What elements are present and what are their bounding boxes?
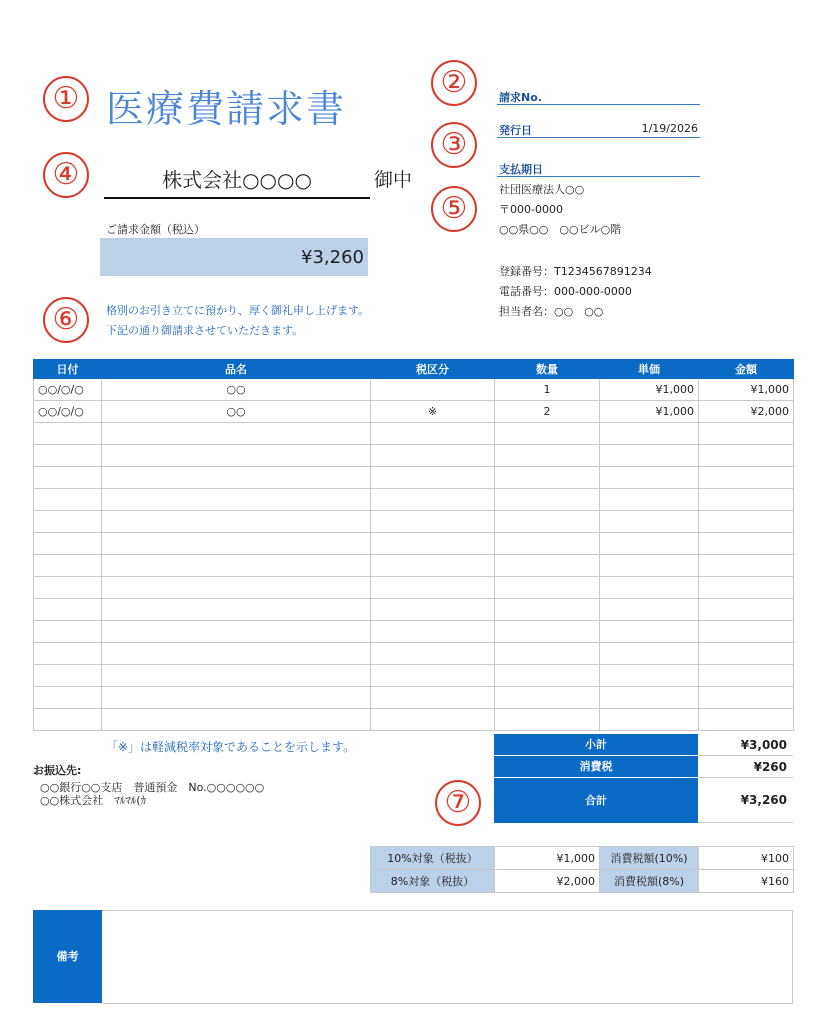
empty-cell [600, 445, 699, 467]
empty-cell [495, 445, 600, 467]
empty-cell [371, 599, 495, 621]
remarks-label-box [33, 910, 102, 1003]
empty-cell [600, 709, 699, 731]
empty-cell [34, 489, 102, 511]
table-row-empty [34, 445, 794, 467]
document-title: 医療費請求書 [106, 87, 347, 131]
empty-cell [600, 467, 699, 489]
remarks-label: 備考 [56, 950, 79, 963]
empty-cell [699, 445, 794, 467]
tax-amount-value: ¥160 [699, 870, 794, 893]
empty-cell [495, 665, 600, 687]
table-row-empty [34, 643, 794, 665]
row-amount: ¥1,000 [699, 379, 794, 401]
tax-breakdown-row [371, 847, 794, 870]
empty-cell [371, 665, 495, 687]
empty-cell [699, 709, 794, 731]
empty-cell [495, 489, 600, 511]
empty-cell [600, 687, 699, 709]
issuer-address: ○○県○○ ○○ビル○階 [499, 223, 622, 236]
invoice-no-line [497, 104, 700, 105]
reduced-tax-note: 「※」は軽減税率対象であることを示します。 [106, 740, 356, 754]
recipient-name: 株式会社○○○○ [162, 168, 312, 192]
amount-value: ¥3,260 [301, 247, 364, 268]
empty-cell [699, 599, 794, 621]
empty-cell [371, 621, 495, 643]
marker-3: ③ [431, 122, 477, 168]
tax-label: 消費税 [494, 756, 698, 778]
amount-label: ご請求金額（税込） [106, 223, 205, 236]
tax-amount-label: 消費税額(10%) [600, 847, 699, 870]
due-date-line [497, 176, 700, 177]
empty-cell [34, 687, 102, 709]
table-row-empty [34, 423, 794, 445]
invoice-no-label: 請求No. [499, 91, 542, 104]
issue-date-label: 発行日 [499, 124, 532, 137]
tax-amount-label: 消費税額(8%) [600, 870, 699, 893]
empty-cell [102, 577, 371, 599]
empty-cell [699, 555, 794, 577]
row-quantity: 1 [495, 379, 600, 401]
marker-7: ⑦ [435, 780, 481, 826]
empty-cell [34, 709, 102, 731]
empty-cell [699, 467, 794, 489]
empty-cell [495, 643, 600, 665]
empty-cell [34, 511, 102, 533]
empty-cell [699, 665, 794, 687]
empty-cell [600, 665, 699, 687]
empty-cell [371, 687, 495, 709]
row-date: ○○/○/○ [34, 401, 102, 423]
row-quantity: 2 [495, 401, 600, 423]
bank-label: お振込先: [33, 764, 82, 777]
empty-cell [600, 533, 699, 555]
header-unit-price: 単価 [600, 360, 699, 379]
empty-cell [34, 621, 102, 643]
empty-cell [102, 709, 371, 731]
empty-cell [34, 423, 102, 445]
empty-cell [495, 709, 600, 731]
bank-line-1: ○○銀行○○支店 普通預金 No.○○○○○○ [40, 781, 265, 794]
empty-cell [102, 489, 371, 511]
empty-cell [371, 467, 495, 489]
items-table [33, 359, 794, 731]
due-date-label: 支払期日 [499, 163, 543, 176]
issue-date-line [497, 137, 700, 138]
empty-cell [600, 555, 699, 577]
row-item: ○○ [102, 379, 371, 401]
empty-cell [34, 555, 102, 577]
issuer-person: 担当者名：○○ ○○ [499, 305, 604, 318]
empty-cell [495, 621, 600, 643]
empty-cell [699, 511, 794, 533]
subtotal-value: ¥3,000 [698, 734, 793, 756]
marker-6: ⑥ [43, 297, 89, 343]
empty-cell [600, 599, 699, 621]
row-tax-type: ※ [371, 401, 495, 423]
table-row [34, 379, 794, 401]
empty-cell [600, 489, 699, 511]
empty-cell [600, 511, 699, 533]
issuer-name: 社団医療法人○○ [499, 183, 585, 196]
recipient-honorific: 御中 [374, 169, 413, 191]
empty-cell [102, 423, 371, 445]
empty-cell [371, 555, 495, 577]
empty-cell [102, 665, 371, 687]
table-row-empty [34, 555, 794, 577]
empty-cell [699, 489, 794, 511]
empty-cell [102, 445, 371, 467]
header-amount: 金額 [699, 360, 794, 379]
empty-cell [699, 621, 794, 643]
empty-cell [699, 423, 794, 445]
empty-cell [371, 489, 495, 511]
empty-cell [34, 577, 102, 599]
empty-cell [699, 643, 794, 665]
empty-cell [102, 533, 371, 555]
row-amount: ¥2,000 [699, 401, 794, 423]
empty-cell [34, 599, 102, 621]
marker-1: ① [43, 76, 89, 122]
empty-cell [495, 467, 600, 489]
empty-cell [495, 533, 600, 555]
empty-cell [600, 577, 699, 599]
amount-box [100, 238, 368, 276]
empty-cell [102, 467, 371, 489]
empty-cell [34, 445, 102, 467]
table-row-empty [34, 511, 794, 533]
table-row-empty [34, 599, 794, 621]
marker-4: ④ [43, 152, 89, 198]
tax-value: ¥260 [698, 756, 793, 778]
empty-cell [371, 445, 495, 467]
table-row-empty [34, 665, 794, 687]
empty-cell [102, 511, 371, 533]
empty-cell [371, 709, 495, 731]
items-header-row [34, 360, 794, 379]
empty-cell [102, 599, 371, 621]
empty-cell [371, 533, 495, 555]
table-row-empty [34, 489, 794, 511]
empty-cell [34, 467, 102, 489]
empty-cell [102, 643, 371, 665]
empty-cell [371, 643, 495, 665]
empty-cell [495, 687, 600, 709]
empty-cell [495, 599, 600, 621]
empty-cell [495, 577, 600, 599]
empty-cell [699, 687, 794, 709]
empty-cell [371, 423, 495, 445]
tax-target-value: ¥1,000 [495, 847, 600, 870]
table-row-empty [34, 467, 794, 489]
header-tax-type: 税区分 [371, 360, 495, 379]
header-date: 日付 [34, 360, 102, 379]
empty-cell [495, 423, 600, 445]
marker-2: ② [431, 60, 477, 106]
issuer-postal: 〒000-0000 [499, 203, 563, 216]
empty-cell [600, 643, 699, 665]
greeting-line-2: 下記の通り御請求させていただきます。 [106, 324, 304, 337]
bank-line-2: ○○株式会社 ﾏﾙﾏﾙ(ｶ [40, 794, 146, 807]
subtotal-label: 小計 [494, 734, 698, 756]
greeting-line-1: 格別のお引き立てに預かり、厚く御礼申し上げます。 [106, 304, 370, 317]
header-item: 品名 [102, 360, 371, 379]
tax-breakdown-table [370, 846, 794, 893]
empty-cell [102, 687, 371, 709]
total-value: ¥3,260 [698, 778, 793, 823]
table-row-empty [34, 709, 794, 731]
row-tax-type [371, 379, 495, 401]
issuer-reg-no: 登録番号：T1234567891234 [499, 265, 652, 278]
row-unit-price: ¥1,000 [600, 401, 699, 423]
empty-cell [371, 577, 495, 599]
table-row-empty [34, 577, 794, 599]
empty-cell [102, 555, 371, 577]
empty-cell [34, 665, 102, 687]
remarks-area[interactable] [102, 910, 793, 1004]
tax-amount-value: ¥100 [699, 847, 794, 870]
table-row-empty [34, 687, 794, 709]
table-row-empty [34, 533, 794, 555]
empty-cell [699, 577, 794, 599]
tax-target-label: 10%対象（税抜） [371, 847, 495, 870]
tax-target-label: 8%対象（税抜） [371, 870, 495, 893]
tax-breakdown-row [371, 870, 794, 893]
row-unit-price: ¥1,000 [600, 379, 699, 401]
empty-cell [34, 643, 102, 665]
empty-cell [34, 533, 102, 555]
empty-cell [102, 621, 371, 643]
table-row-empty [34, 621, 794, 643]
tax-target-value: ¥2,000 [495, 870, 600, 893]
empty-cell [600, 621, 699, 643]
row-date: ○○/○/○ [34, 379, 102, 401]
issuer-phone: 電話番号：000-000-0000 [499, 285, 632, 298]
table-row [34, 401, 794, 423]
total-label: 合計 [494, 778, 698, 823]
marker-5: ⑤ [431, 186, 477, 232]
issue-date: 1/19/2026 [641, 122, 698, 135]
header-quantity: 数量 [495, 360, 600, 379]
empty-cell [699, 533, 794, 555]
row-item: ○○ [102, 401, 371, 423]
recipient-underline [104, 197, 370, 199]
empty-cell [495, 511, 600, 533]
empty-cell [495, 555, 600, 577]
empty-cell [371, 511, 495, 533]
empty-cell [600, 423, 699, 445]
